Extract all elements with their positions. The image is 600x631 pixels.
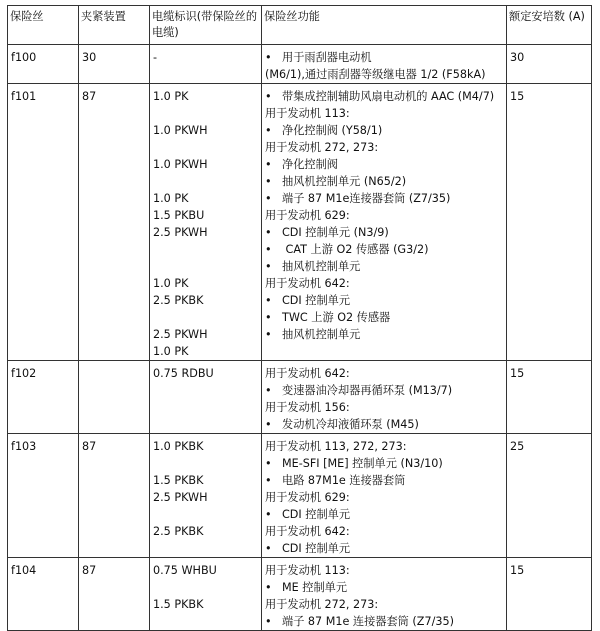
cable-label: 1.0 PK	[153, 90, 189, 103]
function-engine-note	[265, 523, 503, 540]
cable-label: 0.75 RDBU	[153, 367, 214, 380]
function-text: 用于发动机 642:	[265, 525, 350, 538]
cable-label	[153, 399, 258, 416]
function-engine-note	[265, 596, 503, 613]
table-row	[8, 361, 592, 434]
function-engine-note	[265, 207, 503, 224]
clamp-cell: 30	[79, 45, 150, 84]
cable-label	[153, 540, 258, 557]
bullet-icon: •	[265, 581, 272, 594]
function-text: 用于发动机 629:	[265, 491, 350, 504]
function-text: CAT 上游 O2 传感器 (G3/2)	[282, 243, 429, 256]
bullet-icon: •	[265, 192, 272, 205]
fuse-id-cell: f104	[8, 558, 79, 631]
cable-cell	[150, 45, 262, 84]
function-engine-note	[265, 139, 503, 156]
cable-label: 1.0 PK	[153, 277, 189, 290]
bullet-icon: •	[265, 294, 272, 307]
cable-label	[153, 416, 258, 433]
function-bullet-item	[265, 49, 503, 66]
cable-label	[153, 613, 258, 630]
function-bullet-item	[265, 173, 503, 190]
function-bullet-item	[265, 190, 503, 207]
bullet-icon: •	[265, 51, 272, 64]
clamp-cell: 87	[79, 558, 150, 631]
cable-label: 1.0 PKWH	[153, 158, 208, 171]
function-text: TWC 上游 O2 传感器	[282, 311, 391, 324]
function-text: CDI 控制单元	[282, 542, 351, 555]
function-cell	[262, 558, 507, 631]
bullet-icon: •	[265, 124, 272, 137]
cable-label: 2.5 PKWH	[153, 226, 208, 239]
function-engine-note	[265, 562, 503, 579]
function-text: 用于发动机 642:	[265, 277, 350, 290]
function-text: 用于发动机 642:	[265, 367, 350, 380]
table-body	[8, 45, 592, 631]
cable-label: 2.5 PKBK	[153, 294, 204, 307]
bullet-icon: •	[265, 615, 272, 628]
cable-label: 1.0 PKWH	[153, 124, 208, 137]
table-row	[8, 558, 592, 631]
cable-label: 1.0 PKBK	[153, 440, 204, 453]
function-bullet-item	[265, 309, 503, 326]
bullet-icon: •	[265, 243, 272, 256]
function-text: 端子 87 M1e 连接器套筒 (Z7/35)	[282, 615, 454, 628]
cable-label: 1.5 PKBK	[153, 598, 204, 611]
cable-cell	[150, 361, 262, 434]
cable-label	[153, 506, 258, 523]
cable-label: 1.0 PK	[153, 345, 189, 358]
function-text: 电路 87M1e 连接器套筒	[282, 474, 406, 487]
rating-cell: 25	[507, 434, 592, 558]
cable-label	[153, 173, 258, 190]
bullet-icon: •	[265, 457, 272, 470]
bullet-icon: •	[265, 474, 272, 487]
header-cable: 电缆标识(带保险丝的电缆)	[150, 6, 262, 45]
cable-label: 1.5 PKBU	[153, 209, 205, 222]
function-cell	[262, 45, 507, 84]
function-cell	[262, 84, 507, 361]
function-bullet-item	[265, 224, 503, 241]
fuse-table	[7, 5, 592, 631]
function-text: CDI 控制单元 (N3/9)	[282, 226, 389, 239]
function-text: 用于发动机 156:	[265, 401, 350, 414]
cable-label	[153, 241, 258, 258]
function-bullet-item	[265, 613, 503, 630]
function-bullet-item	[265, 472, 503, 489]
clamp-cell: 87	[79, 434, 150, 558]
bullet-icon: •	[265, 311, 272, 324]
function-text: 净化控制阀	[282, 158, 338, 171]
function-bullet-item	[265, 292, 503, 309]
function-engine-note	[265, 399, 503, 416]
function-text: 发动机冷却液循环泵 (M45)	[282, 418, 419, 431]
cable-label	[153, 139, 258, 156]
function-text: 抽风机控制单元	[282, 328, 361, 341]
function-text: ME 控制单元	[282, 581, 348, 594]
function-engine-note	[265, 438, 503, 455]
fuse-id-cell: f100	[8, 45, 79, 84]
cable-label: 2.5 PKWH	[153, 491, 208, 504]
bullet-icon: •	[265, 418, 272, 431]
clamp-cell	[79, 361, 150, 434]
fuse-id-cell: f102	[8, 361, 79, 434]
function-bullet-item	[265, 416, 503, 433]
function-text: 变速器油冷却器再循环泵 (M13/7)	[282, 384, 453, 397]
cable-label: 2.5 PKWH	[153, 328, 208, 341]
rating-cell: 15	[507, 558, 592, 631]
function-text: 用于发动机 113, 272, 273:	[265, 440, 407, 453]
function-bullet-item	[265, 455, 503, 472]
function-engine-note	[265, 66, 503, 83]
cable-label	[153, 579, 258, 596]
bullet-icon: •	[265, 384, 272, 397]
function-bullet-item	[265, 88, 503, 105]
function-text: 净化控制阀 (Y58/1)	[282, 124, 383, 137]
table-row	[8, 45, 592, 84]
cable-label	[153, 309, 258, 326]
rating-cell: 15	[507, 84, 592, 361]
function-text: 带集成控制辅助风扇电动机的 AAC (M4/7)	[282, 90, 495, 103]
function-bullet-item	[265, 540, 503, 557]
header-function: 保险丝功能	[262, 6, 507, 45]
cable-cell	[150, 84, 262, 361]
function-text: 端子 87 M1e连接器套筒 (Z7/35)	[282, 192, 451, 205]
function-text: 抽风机控制单元 (N65/2)	[282, 175, 407, 188]
cable-label	[153, 66, 258, 83]
function-bullet-item	[265, 258, 503, 275]
function-text: 用于发动机 272, 273:	[265, 598, 379, 611]
header-rating: 额定安培数 (A)	[507, 6, 592, 45]
function-bullet-item	[265, 122, 503, 139]
bullet-icon: •	[265, 508, 272, 521]
function-text: 用于发动机 113:	[265, 564, 350, 577]
cable-cell	[150, 558, 262, 631]
function-text: 用于发动机 113:	[265, 107, 350, 120]
function-engine-note	[265, 275, 503, 292]
function-bullet-item	[265, 382, 503, 399]
cable-label	[153, 455, 258, 472]
rating-cell: 15	[507, 361, 592, 434]
cable-label: 1.0 PK	[153, 192, 189, 205]
function-bullet-item	[265, 156, 503, 173]
clamp-cell: 87	[79, 84, 150, 361]
cable-label	[153, 258, 258, 275]
function-text: ME-SFI [ME] 控制单元 (N3/10)	[282, 457, 443, 470]
function-bullet-item	[265, 241, 503, 258]
function-bullet-item	[265, 506, 503, 523]
table-row	[8, 84, 592, 361]
header-row	[8, 6, 592, 45]
function-engine-note	[265, 489, 503, 506]
fuse-id-cell: f101	[8, 84, 79, 361]
function-text: 用于雨刮器电动机	[282, 51, 372, 64]
bullet-icon: •	[265, 260, 272, 273]
function-text: 用于发动机 629:	[265, 209, 350, 222]
function-bullet-item	[265, 579, 503, 596]
function-text: CDI 控制单元	[282, 508, 351, 521]
function-text: 用于发动机 272, 273:	[265, 141, 379, 154]
header-clamp: 夹紧装置	[79, 6, 150, 45]
function-text: (M6/1),通过雨刮器等级继电器 1/2 (F58kA)	[265, 68, 486, 81]
function-text: CDI 控制单元	[282, 294, 351, 307]
bullet-icon: •	[265, 175, 272, 188]
bullet-icon: •	[265, 158, 272, 171]
cable-label: 2.5 PKBK	[153, 525, 204, 538]
cable-label	[153, 382, 258, 399]
cable-label: 0.75 WHBU	[153, 564, 217, 577]
function-bullet-item	[265, 326, 503, 343]
header-fuse: 保险丝	[8, 6, 79, 45]
fuse-id-cell: f103	[8, 434, 79, 558]
bullet-icon: •	[265, 542, 272, 555]
cable-label: -	[153, 51, 158, 64]
function-engine-note	[265, 365, 503, 382]
function-cell	[262, 361, 507, 434]
cable-label: 1.5 PKBK	[153, 474, 204, 487]
table-row	[8, 434, 592, 558]
rating-cell: 30	[507, 45, 592, 84]
bullet-icon: •	[265, 226, 272, 239]
bullet-icon: •	[265, 328, 272, 341]
function-text: 抽风机控制单元	[282, 260, 361, 273]
function-engine-note	[265, 105, 503, 122]
function-cell	[262, 434, 507, 558]
cable-label	[153, 105, 258, 122]
bullet-icon: •	[265, 90, 272, 103]
cable-cell	[150, 434, 262, 558]
